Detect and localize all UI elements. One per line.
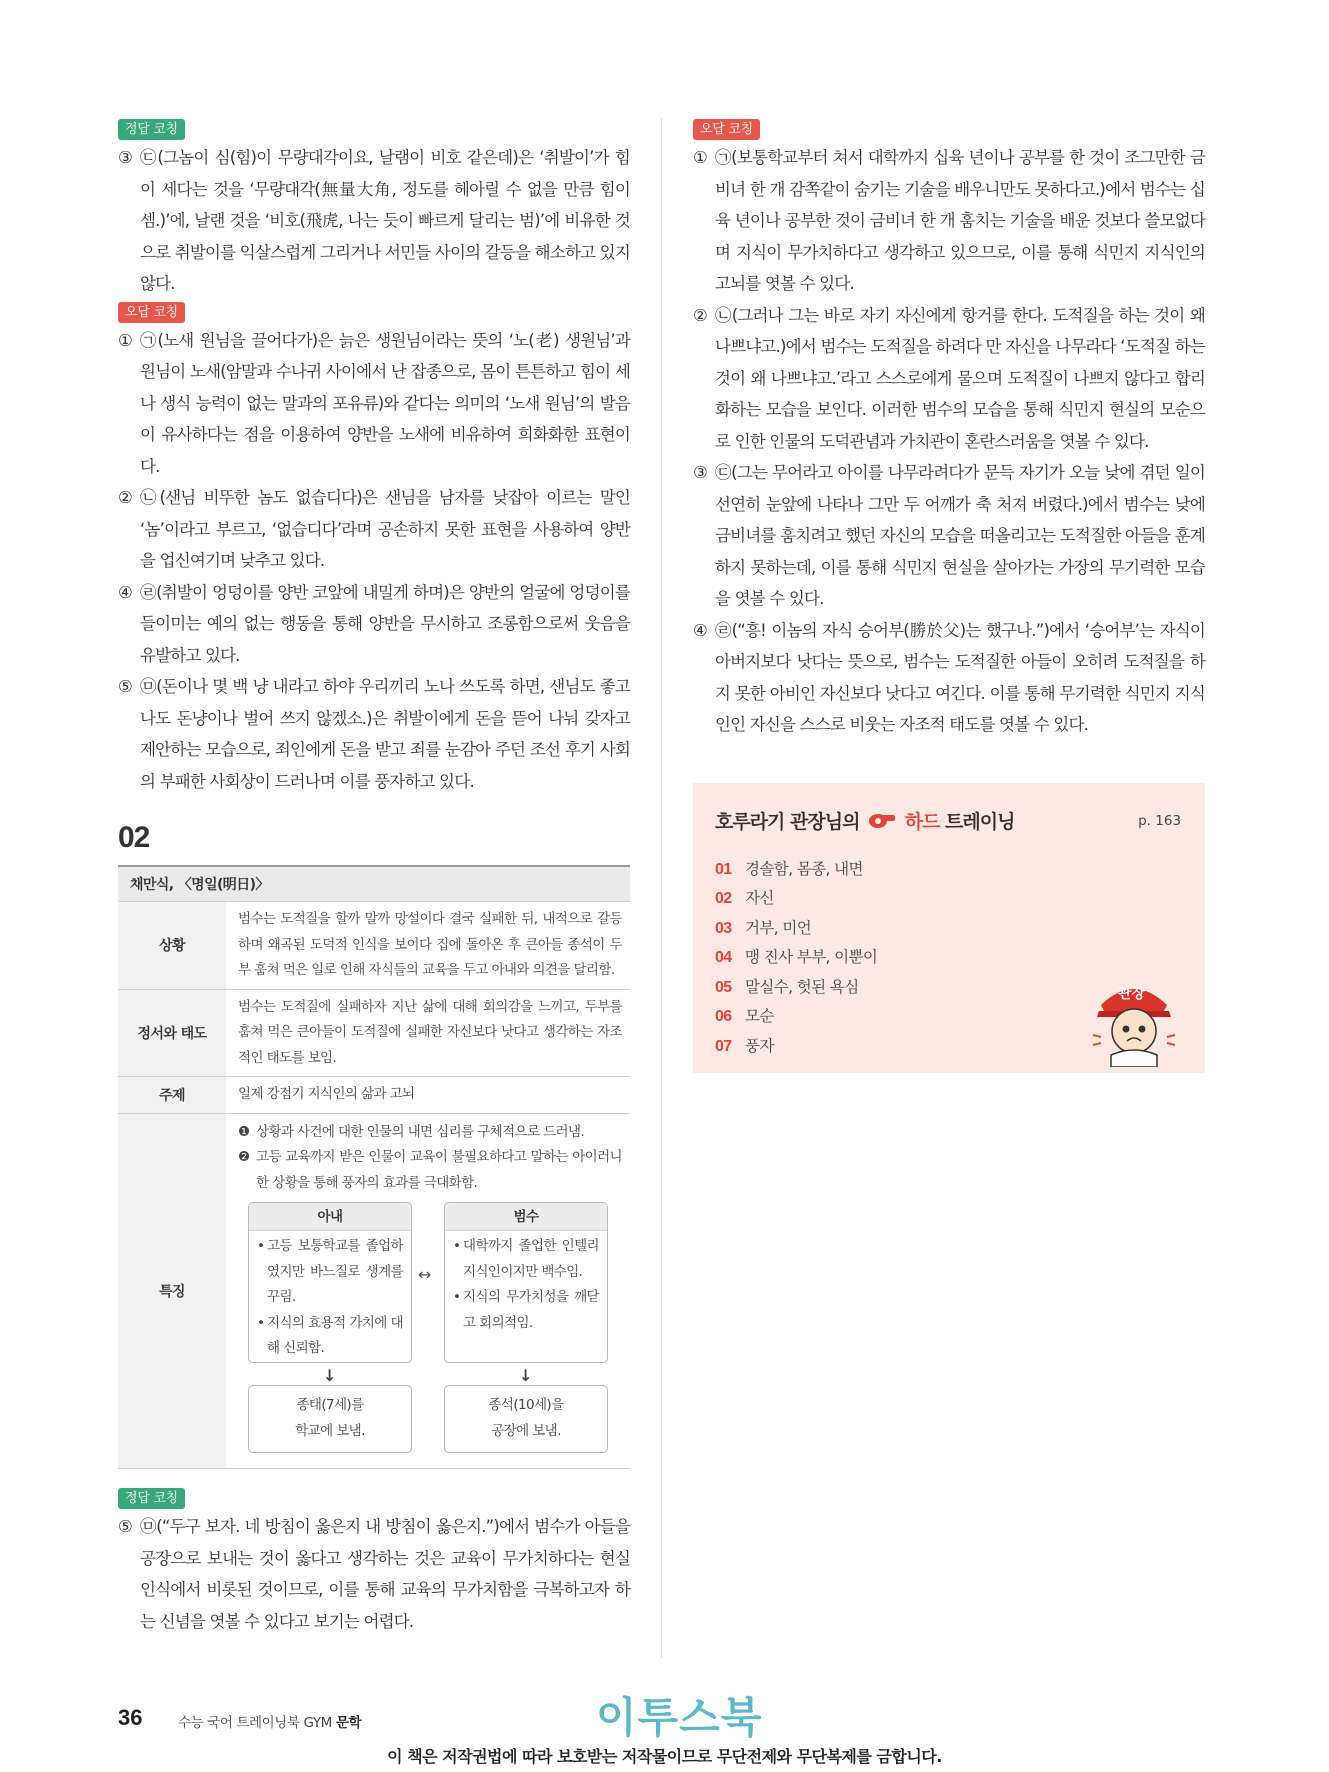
answer-number: 02 — [715, 890, 732, 907]
answer-text: 모순 — [745, 1007, 774, 1025]
training-answer — [715, 855, 1183, 885]
answer-text: 자신 — [745, 889, 774, 907]
answer-text: 경솔함, 몸종, 내면 — [745, 859, 863, 878]
feature-item: ❷ 고등 교육까지 받은 인물이 교육이 불필요하다고 말하는 아이러니한 상황을 통해 풍자의 효과를 극대화함. — [238, 1149, 622, 1191]
beomsu-result-box: 종석(10세)을 공장에 보냄. — [444, 1385, 608, 1453]
coaching-item — [118, 325, 630, 483]
coaching-item — [693, 142, 1205, 300]
correct-items-2 — [118, 1511, 630, 1637]
beomsu-point: • 지식의 무가치성을 깨닫고 회의적임. — [453, 1285, 599, 1336]
down-arrow: ↓ — [519, 1366, 532, 1385]
training-answer — [715, 943, 1183, 973]
coaching-item — [118, 482, 630, 577]
left-column — [118, 118, 630, 1637]
wife-title: 아내 — [249, 1203, 411, 1231]
question-number: 02 — [118, 821, 150, 854]
training-answer — [715, 884, 1183, 914]
publisher-logo: 이투스북 — [596, 1693, 763, 1742]
item-text: ㉤(돈이나 몇 백 냥 내라고 하야 우리끼리 노나 쓰도록 하면, 샌님도 좋고 나도 돈냥이나 벌어 쓰지 않겠소.)은 취발이에게 돈을 뜯어 나눠 갖자고 제안하는 모습으로, 죄인에게 돈을 받고 죄를 눈감아 주던 조선 후기 사회의 부패한 사회상이 드러나며 이를 풍자하고 있다. — [140, 677, 630, 791]
wrong-coaching-badge: 오답 코칭 — [118, 302, 185, 323]
wrong-items-right — [693, 142, 1205, 741]
wrong-items — [118, 325, 630, 798]
answer-number: 01 — [715, 860, 732, 878]
item-text: ㉣(취발이 엉덩이를 양반 코앞에 내밀게 하며)은 양반의 얼굴에 엉덩이를 들이미는 예의 없는 행동을 통해 양반을 무시하고 조롱함으로써 웃음을 유발하고 있다. — [140, 582, 630, 665]
item-number: ③ — [693, 463, 707, 482]
down-arrow: ↓ — [323, 1366, 336, 1385]
book-title: 수능 국어 트레이닝북 GYM 문학 — [178, 1715, 362, 1731]
hard-training-box — [693, 783, 1205, 1073]
coaching-item — [693, 300, 1205, 458]
answer-number: 06 — [715, 1008, 732, 1025]
coaching-item — [118, 577, 630, 672]
features-cell — [226, 1113, 630, 1469]
item-number: ⑤ — [118, 677, 132, 696]
answer-text: 맹 진사 부부, 이뿐이 — [745, 948, 878, 966]
item-number: ⑤ — [118, 1517, 132, 1536]
feature-item: ❶ 상황과 사건에 대한 인물의 내면 심리를 구체적으로 드러냄. — [238, 1123, 585, 1140]
item-number: ③ — [118, 148, 132, 167]
answer-text: 말실수, 헛된 욕심 — [745, 977, 859, 996]
theme-text: 일제 강점기 지식인의 삶과 고뇌 — [226, 1077, 630, 1114]
wrong-coaching-badge-right: 오답 코칭 — [693, 119, 760, 140]
item-number: ④ — [693, 620, 707, 640]
answer-text: 풍자 — [745, 1036, 774, 1055]
item-number: ② — [693, 305, 707, 325]
right-column — [693, 118, 1205, 1073]
item-text: ㉡(샌님 비뚜한 놈도 없습디다)은 샌님을 남자를 낮잡아 이르는 말인 ‘놈’이라고 부르고, ‘없습디다’라며 공손하지 못한 표현을 사용하여 양반을 업신여기며 낮추고 있다. — [140, 488, 630, 570]
column-divider — [661, 118, 662, 1658]
double-arrow: ↔ — [418, 1265, 431, 1284]
situation-label: 상황 — [118, 902, 226, 990]
answer-number: 03 — [715, 919, 732, 937]
situation-text: 범수는 도적질을 할까 말까 망설이다 결국 실패한 뒤, 내적으로 갈등하며 왜곡된 도덕적 인식을 보이다 집에 돌아온 후 큰아들 종석이 두부 훔쳐 먹은 일로 인해 자식들의 교육을 두고 아내와 의견을 달리함. — [226, 902, 630, 990]
item-text: ㉢(그는 무어라고 아이를 나무라려다가 문득 자기가 오늘 낮에 겪던 일이 선연히 눈앞에 나타나 그만 두 어깨가 축 처져 버렸다.)에서 범수는 낮에 금비녀를 훔치려고 했던 자신의 모습을 떠올리고는 도적질한 아들을 훈계하지 못하는데, 이를 통해 식민지 현실을 살아가는 가장의 무기력한 모습을 엿볼 수 있다. — [715, 463, 1205, 608]
whistle-icon — [867, 810, 897, 835]
correct-coaching-badge: 정답 코칭 — [118, 119, 185, 140]
copyright-notice: 이 책은 저작권법에 따라 보호받는 저작물이므로 무단전제와 무단복제를 금합니다. — [387, 1747, 942, 1766]
item-number: ① — [118, 330, 132, 350]
item-text: ㉠(노새 원님을 끌어다가)은 늙은 생원님이라는 뜻의 ‘노(老) 생원님’과 원님이 노새(암말과 수나귀 사이에서 난 잡종으로, 몸이 튼튼하고 힘이 세나 생식 능력이 없는 말과의 포유류)와 같다는 의미의 ‘노새 원님’의 발음이 유사하다는 점을 이용하여 양반을 노새에 비유하여 희화화한 표현이다. — [140, 330, 630, 476]
item-number: ② — [118, 488, 132, 507]
table-header: 채만식, 〈명일(明日)〉 — [118, 866, 630, 902]
comparison-diagram — [238, 1202, 622, 1442]
wife-point: • 고등 보통학교를 졸업하였지만 바느질로 생계를 꾸림. — [257, 1234, 403, 1311]
answer-number: 05 — [715, 978, 732, 996]
coaching-item — [693, 615, 1205, 741]
training-title: 호루라기 관장님의 하드 트레이닝 — [715, 810, 1015, 833]
coaching-item — [693, 457, 1205, 615]
theme-label: 주제 — [118, 1077, 226, 1114]
answer-number: 07 — [715, 1037, 732, 1055]
emotion-label: 정서와 태도 — [118, 989, 226, 1077]
features-label: 특징 — [118, 1113, 226, 1469]
beomsu-point: • 대학까지 졸업한 인텔리 지식인이지만 백수임. — [453, 1234, 599, 1285]
wife-point: • 지식의 효용적 가치에 대해 신뢰함. — [257, 1311, 403, 1362]
wife-result-box: 종태(7세)를 학교에 보냄. — [248, 1385, 412, 1453]
training-answer — [715, 914, 1183, 944]
emotion-text: 범수는 도적질에 실패하자 지난 삶에 대해 회의감을 느끼고, 두부를 훔쳐 먹은 큰아들이 도적질에 실패한 자신보다 낫다고 생각하는 자조적인 태도를 보임. — [226, 989, 630, 1077]
beomsu-box — [444, 1202, 608, 1363]
coaching-item — [118, 142, 630, 300]
analysis-table — [118, 865, 630, 1469]
correct-items — [118, 142, 630, 300]
item-text: ㉣(“흥! 이놈의 자식 승어부(勝於父)는 했구나.”)에서 ‘승어부’는 자식이 아버지보다 낫다는 뜻으로, 범수는 도적질한 아들이 오히려 도적질을 하지 못한 아비인 자신보다 낫다고 여긴다. 이를 통해 무기력한 식민지 지식인인 자신을 스스로 비웃는 자조적 태도를 엿볼 수 있다. — [715, 620, 1205, 734]
item-number: ④ — [118, 582, 132, 602]
item-text: ㉤(“두구 보자. 네 방침이 옳은지 내 방침이 옳은지.”)에서 범수가 아들을 공장으로 보내는 것이 옳다고 생각하는 것은 교육이 무가치하다는 현실 인식에서 비롯된 것이므로, 이를 통해 교육의 무가치함을 극복하고자 하는 신념을 엿볼 수 있다고 보기는 어렵다. — [140, 1517, 630, 1631]
item-number: ① — [693, 148, 707, 167]
wife-box — [248, 1202, 412, 1363]
answer-text: 거부, 미언 — [745, 918, 812, 937]
training-page-ref: p. 163 — [1138, 812, 1181, 829]
coaching-item — [118, 671, 630, 797]
correct-coaching-badge-2: 정답 코칭 — [118, 1488, 185, 1509]
page-number: 36 — [118, 1705, 143, 1730]
coach-stamp-label: 관장 — [1118, 985, 1146, 1002]
item-text: ㉢(그놈이 심(힘)이 무량대각이요, 날램이 비호 같은데)은 ‘취발이’가 힘이 세다는 것을 ‘무량대각(無量大角, 정도를 헤아릴 수 없을 만큼 힘이 셈.)’에, 날랜 것을 ‘비호(飛虎, 나는 듯이 빠르게 달리는 범)’에 비유한 것으로 취발이를 익살스럽게 그리거나 서민들 사이의 갈등을 해소하고 있지 않다. — [140, 148, 630, 293]
coach-mascot-icon — [1091, 975, 1177, 1067]
item-text: ㉠(보통학교부터 쳐서 대학까지 십육 년이나 공부를 한 것이 조그만한 금비녀 한 개 감쪽같이 숨기는 기술을 배우니만도 못하다고.)에서 범수는 십육 년이나 공부한 것이 금비녀 한 개 훔치는 기술을 배운 것보다 쓸모없다며 지식이 무가치하다고 생각하고 있으므로, 이를 통해 식민지 지식인의 고뇌를 엿볼 수 있다. — [715, 148, 1205, 293]
beomsu-title: 범수 — [445, 1203, 607, 1231]
answer-number: 04 — [715, 949, 732, 966]
item-text: ㉡(그러나 그는 바로 자기 자신에게 항거를 한다. 도적질을 하는 것이 왜 나쁘냐고.)에서 범수는 도적질을 하려다 만 자신을 나무라다 ‘도적질 하는 것이 왜 나쁘냐고.’라고 스스로에게 물으며 도적질이 나쁘지 않다고 합리화하는 모습을 보인다. 이러한 범수의 모습을 통해 식민지 현실의 모순으로 인한 인물의 도덕관념과 가치관이 혼란스러움을 엿볼 수 있다. — [715, 305, 1205, 451]
coaching-item — [118, 1511, 630, 1637]
